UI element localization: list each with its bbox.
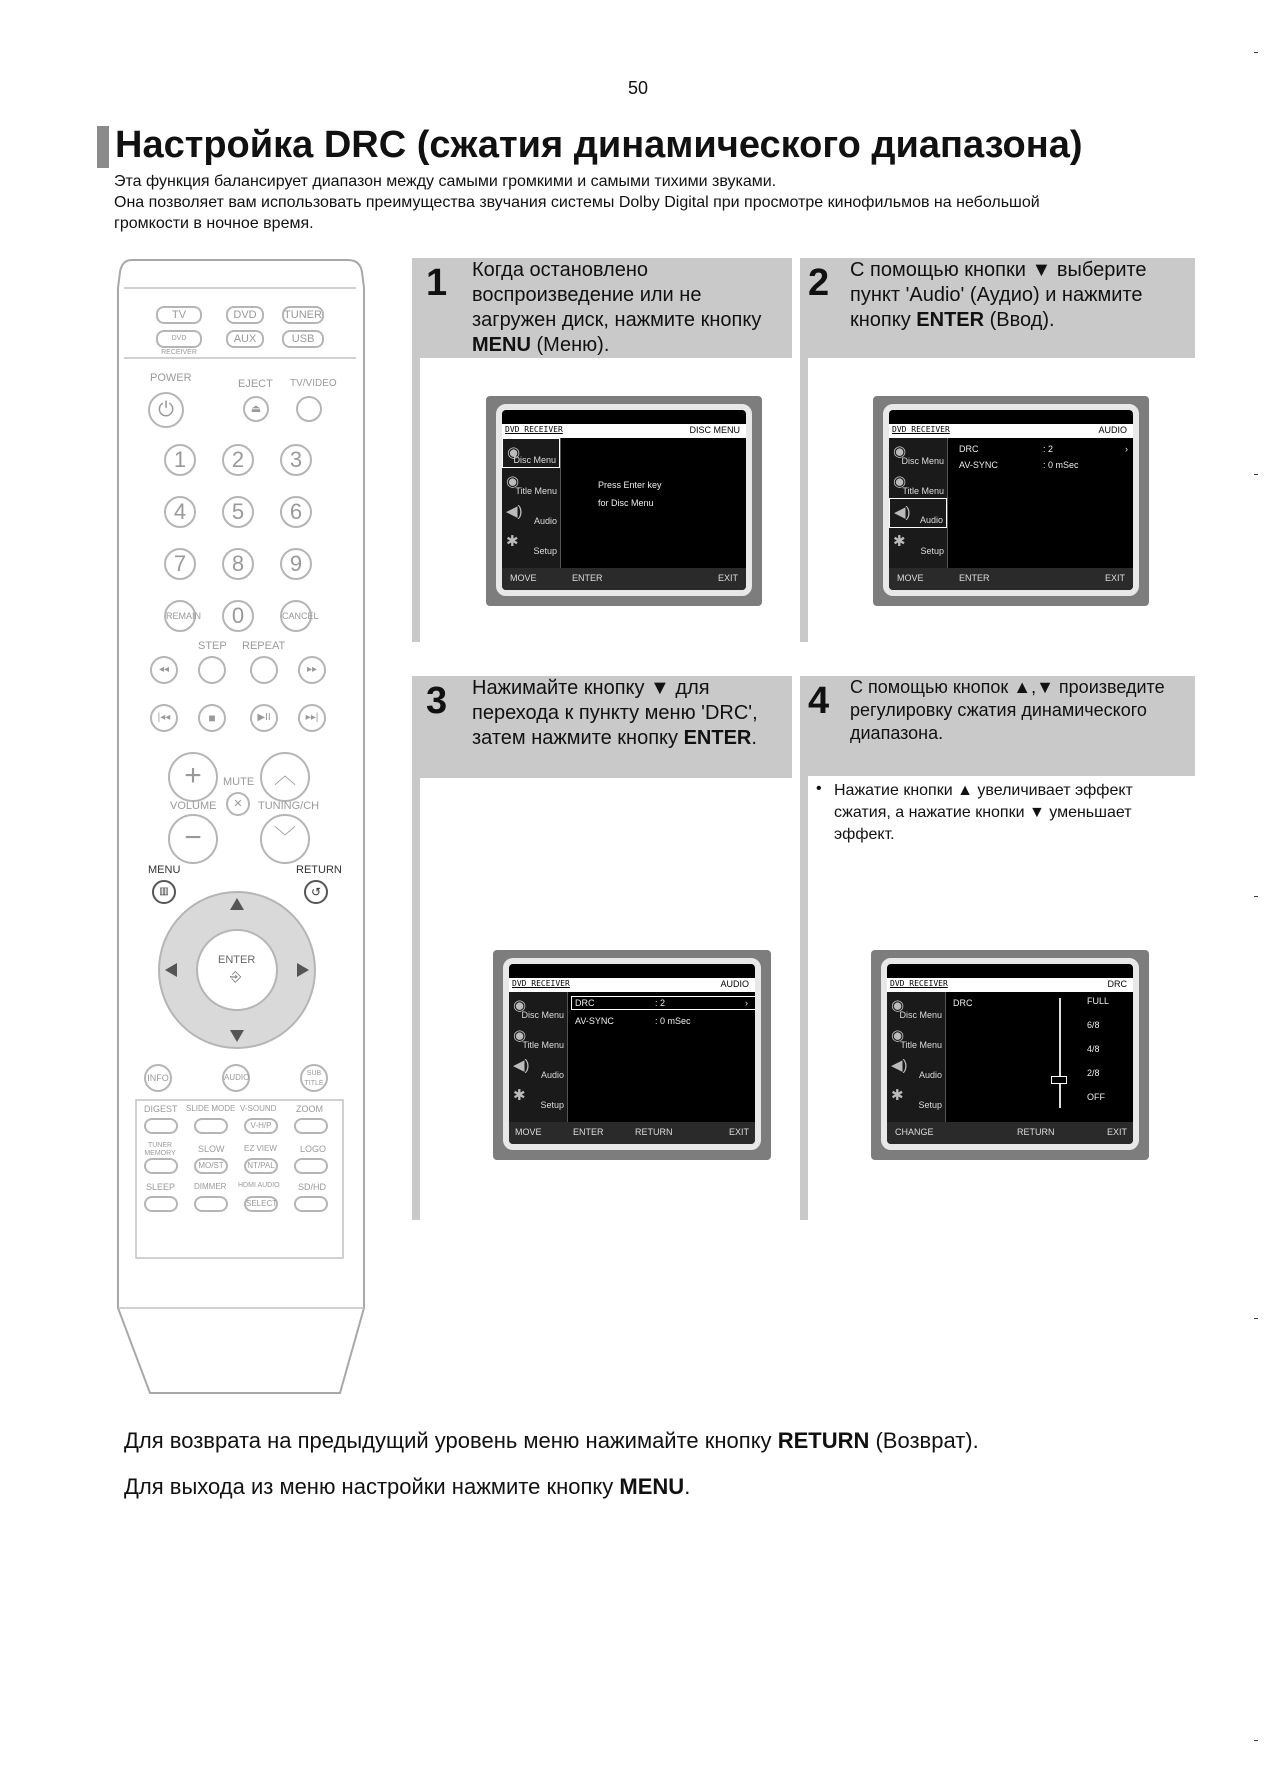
osd-title: DISC MENU xyxy=(689,425,740,435)
osd-message-2: for Disc Menu xyxy=(598,498,654,508)
prev-button[interactable]: |◂◂ xyxy=(150,704,178,732)
digit-3-button[interactable]: 3 xyxy=(280,444,312,476)
drc-row-value: : 2 xyxy=(1043,444,1054,454)
drc-slider-track[interactable] xyxy=(1059,998,1061,1108)
osd-screen-3: DVD RECEIVER AUDIO ◉ Disc Menu ◉ Title Menu ◀) Audio ✱ Setup DRC : 2 › AV-SYNC : 0 mSec MOVE ENTER RETURN EXIT xyxy=(493,950,771,1160)
logo-label: LOGO xyxy=(300,1144,327,1154)
step-1-rule xyxy=(412,358,420,642)
osd-message-1: Press Enter key xyxy=(598,480,662,490)
dpad-left-button[interactable] xyxy=(160,950,196,990)
dvd-receiver-button[interactable]: DVD RECEIVER xyxy=(156,330,202,348)
slide-mode-button[interactable] xyxy=(194,1118,228,1134)
slide-mode-label: SLIDE MODE xyxy=(186,1104,236,1113)
gear-icon: ✱ xyxy=(506,533,519,550)
avsync-row-label: AV-SYNC xyxy=(959,460,998,470)
remain-button[interactable]: REMAIN xyxy=(164,600,196,632)
osd-audio-3[interactable]: ◀) Audio xyxy=(513,1057,564,1080)
drc-slider-handle[interactable] xyxy=(1051,1076,1067,1084)
digest-button[interactable] xyxy=(144,1118,178,1134)
eject-label: EJECT xyxy=(238,378,273,390)
avsync-row-value: : 0 mSec xyxy=(1043,460,1079,470)
select-button[interactable]: SELECT xyxy=(244,1196,278,1212)
digit-5-button[interactable]: 5 xyxy=(222,496,254,528)
tuner-memory-button[interactable] xyxy=(144,1158,178,1174)
title-icon: ◉ xyxy=(506,473,520,490)
disc-icon: ◉ xyxy=(507,444,521,461)
zoom-label: ZOOM xyxy=(296,1104,323,1114)
drc-row-label: DRC xyxy=(959,444,979,454)
sd-hd-label: SD/HD xyxy=(298,1182,327,1192)
osd-title-2: AUDIO xyxy=(1098,425,1127,435)
osd-title-4: DRC xyxy=(1107,979,1127,989)
channel-up-button[interactable]: ︿ xyxy=(260,752,310,802)
step-4-number: 4 xyxy=(808,680,830,722)
osd-disc-menu-2[interactable]: ◉ Disc Menu xyxy=(893,443,944,466)
osd-title-menu-3[interactable]: ◉ Title Menu xyxy=(513,1027,564,1050)
vhp-button[interactable]: V-H/P xyxy=(244,1118,278,1134)
intro-line-1: Эта функция балансирует диапазон между самыми громкими и самыми тихими звуками. xyxy=(114,173,777,190)
stop-button[interactable]: ■ xyxy=(198,704,226,732)
step-4-rule xyxy=(800,776,808,1220)
margin-tick xyxy=(1254,1318,1258,1319)
osd-screen-2: DVD RECEIVER AUDIO ◉ Disc Menu ◉ Title Menu ◀) Audio ✱ Setup DRC : 2 › AV-SYNC : 0 mSec MOVE ENTER EXIT xyxy=(873,396,1149,606)
osd-title-menu-4[interactable]: ◉ Title Menu xyxy=(891,1027,942,1050)
sleep-label: SLEEP xyxy=(146,1182,176,1192)
step-4-header xyxy=(800,676,1195,776)
osd-title-menu[interactable]: ◉ Title Menu xyxy=(506,473,557,496)
slow-label: SLOW xyxy=(198,1144,225,1154)
margin-tick xyxy=(1254,474,1258,475)
mo-st-button[interactable]: MO/ST xyxy=(194,1158,228,1174)
audio-button[interactable]: AUDIO xyxy=(222,1064,250,1092)
digit-6-button[interactable]: 6 xyxy=(280,496,312,528)
step-2-text: С помощью кнопки ▼ выберите пункт 'Audio' (Аудио) и нажмите кнопку ENTER (Ввод). xyxy=(850,259,1147,331)
tuning-label: TUNING/CH xyxy=(258,800,320,812)
osd-title-menu-2[interactable]: ◉ Title Menu xyxy=(893,473,944,496)
drc-level-off: OFF xyxy=(1087,1092,1105,1102)
power-label: POWER xyxy=(150,372,192,384)
remote-control xyxy=(110,258,370,1398)
title-accent-bar xyxy=(97,126,109,168)
dpad-up-button[interactable] xyxy=(217,888,257,924)
step-1-number: 1 xyxy=(426,262,448,304)
dvd-button[interactable]: DVD xyxy=(226,306,264,324)
cancel-button[interactable]: CANCEL xyxy=(280,600,312,632)
osd-setup-2[interactable]: ✱ Setup xyxy=(893,533,944,556)
remote-outline xyxy=(110,258,370,1398)
dimmer-label: DIMMER xyxy=(194,1182,227,1191)
volume-up-button[interactable]: + xyxy=(168,752,218,802)
tv-video-label: TV/VIDEO xyxy=(290,378,337,389)
page-number: 50 xyxy=(627,78,649,98)
tuner-button[interactable]: TUNER xyxy=(282,306,324,324)
footer-return-note: Для возврата на предыдущий уровень меню нажимайте кнопку RETURN (Возврат). xyxy=(124,1428,979,1453)
step-2-number: 2 xyxy=(808,262,830,304)
step-2-header xyxy=(800,258,1195,358)
osd-setup[interactable]: ✱ Setup xyxy=(506,533,557,556)
osd-screen-4: DVD RECEIVER DRC ◉ Disc Menu ◉ Title Menu ◀) Audio ✱ Setup DRC FULL 6/8 4/8 2/8 OFF CHANGE RETURN EXIT xyxy=(871,950,1149,1160)
step-1-text: Когда остановлено воспроизведение или не загружен диск, нажмите кнопку MENU (Меню). xyxy=(472,259,762,356)
step-4-bullet: Нажатие кнопки ▲ увеличивает эффект сжатия, а нажатие кнопки ▼ уменьшает эффект. xyxy=(834,782,1133,843)
tv-button[interactable]: TV xyxy=(156,306,202,324)
digit-4-button[interactable]: 4 xyxy=(164,496,196,528)
osd-setup-4[interactable]: ✱ Setup xyxy=(891,1087,942,1110)
digit-2-button[interactable]: 2 xyxy=(222,444,254,476)
digit-8-button[interactable]: 8 xyxy=(222,548,254,580)
dimmer-button[interactable] xyxy=(194,1196,228,1212)
enter-label[interactable]: ENTER xyxy=(218,954,256,966)
step-1-header xyxy=(412,258,792,358)
step-3-text: Нажимайте кнопку ▼ для перехода к пункту меню 'DRC', затем нажмите кнопку ENTER. xyxy=(472,677,758,749)
sleep-button[interactable] xyxy=(144,1196,178,1212)
return-button[interactable]: ↺ xyxy=(304,880,328,904)
nt-pal-button[interactable]: NT/PAL xyxy=(244,1158,278,1174)
subtitle-button[interactable]: SUB TITLE xyxy=(300,1064,328,1092)
step-button[interactable] xyxy=(198,656,226,684)
logo-button[interactable] xyxy=(294,1158,328,1174)
tv-video-button[interactable] xyxy=(296,396,322,422)
osd-screen-1 xyxy=(486,396,762,606)
mute-label: MUTE xyxy=(223,776,255,788)
page-title: Настройка DRC (сжатия динамического диапазона) xyxy=(115,124,1083,166)
zoom-button[interactable] xyxy=(294,1118,328,1134)
intro-line-3: громкости в ночное время. xyxy=(114,215,314,232)
margin-tick xyxy=(1254,1740,1258,1741)
digest-label: DIGEST xyxy=(144,1104,178,1114)
next-button[interactable]: ▸▸| xyxy=(298,704,326,732)
drc-level-6-8: 6/8 xyxy=(1087,1020,1100,1030)
digit-1-button[interactable]: 1 xyxy=(164,444,196,476)
drc-slider-label: DRC xyxy=(953,998,973,1008)
osd-audio[interactable]: ◀) Audio xyxy=(506,503,557,526)
osd-audio-4[interactable]: ◀) Audio xyxy=(891,1057,942,1080)
drc-level-2-8: 2/8 xyxy=(1087,1068,1100,1078)
osd-setup-3[interactable]: ✱ Setup xyxy=(513,1087,564,1110)
volume-label: VOLUME xyxy=(170,800,217,812)
info-button[interactable]: INFO xyxy=(144,1064,172,1092)
vsound-label: V-SOUND xyxy=(240,1104,277,1113)
osd-enter: ENTER xyxy=(572,573,603,583)
step-label: STEP xyxy=(198,640,227,652)
osd-audio-2[interactable]: ◀) Audio xyxy=(889,498,947,528)
intro-line-2: Она позволяет вам использовать преимущества звучания системы Dolby Digital при просмотре кинофильмов на небольшой xyxy=(114,194,1040,211)
margin-tick xyxy=(1254,896,1258,897)
osd-disc-menu[interactable]: ◉ Disc Menu xyxy=(502,438,560,468)
repeat-button[interactable] xyxy=(250,656,278,684)
step-3-header xyxy=(412,676,792,778)
dpad-down-button[interactable] xyxy=(217,1016,257,1052)
osd-disc-menu-4[interactable]: ◉ Disc Menu xyxy=(891,997,942,1020)
step-3-rule xyxy=(412,778,420,1220)
menu-label: MENU xyxy=(148,864,181,876)
osd-brand: DVD RECEIVER xyxy=(505,425,563,434)
hdmi-audio-label: HDMI AUDIO xyxy=(238,1182,280,1189)
power-button[interactable]: ⏻ xyxy=(148,392,184,428)
volume-down-button[interactable]: − xyxy=(168,814,218,864)
drc-level-4-8: 4/8 xyxy=(1087,1044,1100,1054)
osd-exit: EXIT xyxy=(717,573,738,583)
channel-down-button[interactable]: ﹀ xyxy=(260,814,310,864)
step-4-text: С помощью кнопок ▲,▼ произведите регулировку сжатия динамического диапазона. xyxy=(850,677,1165,743)
margin-tick xyxy=(1254,52,1258,53)
ezview-label: EZ VIEW xyxy=(244,1144,277,1153)
step-2-rule xyxy=(800,358,808,642)
step-3-number: 3 xyxy=(426,680,448,722)
rewind-button[interactable]: ◂◂ xyxy=(150,656,178,684)
footer-menu-note: Для выхода из меню настройки нажмите кнопку MENU. xyxy=(124,1474,691,1499)
enter-icon: ⎆ xyxy=(230,968,242,984)
repeat-label: REPEAT xyxy=(242,640,286,652)
digit-0-button[interactable]: 0 xyxy=(222,600,254,632)
osd-title-3: AUDIO xyxy=(720,979,749,989)
sd-hd-button[interactable] xyxy=(294,1196,328,1212)
drc-row-arrow: › xyxy=(1125,444,1128,454)
drc-level-full: FULL xyxy=(1087,996,1110,1006)
play-pause-button[interactable]: ▶II xyxy=(250,704,278,732)
usb-button[interactable]: USB xyxy=(282,330,324,348)
aux-button[interactable]: AUX xyxy=(226,330,264,348)
dpad-right-button[interactable] xyxy=(278,950,314,990)
eject-button[interactable]: ⏏ xyxy=(243,396,269,422)
osd-move: MOVE xyxy=(510,573,537,583)
menu-button[interactable]: ▥ xyxy=(152,880,176,904)
fast-forward-button[interactable]: ▸▸ xyxy=(298,656,326,684)
digit-7-button[interactable]: 7 xyxy=(164,548,196,580)
tuner-memory-label: TUNER MEMORY xyxy=(144,1142,176,1157)
digit-9-button[interactable]: 9 xyxy=(280,548,312,580)
mute-button[interactable]: ✕ xyxy=(226,792,250,816)
return-label: RETURN xyxy=(296,864,342,876)
speaker-icon: ◀) xyxy=(506,503,523,520)
step-4-bullet-dot: • xyxy=(816,780,822,797)
osd-disc-menu-3[interactable]: ◉ Disc Menu xyxy=(513,997,564,1020)
